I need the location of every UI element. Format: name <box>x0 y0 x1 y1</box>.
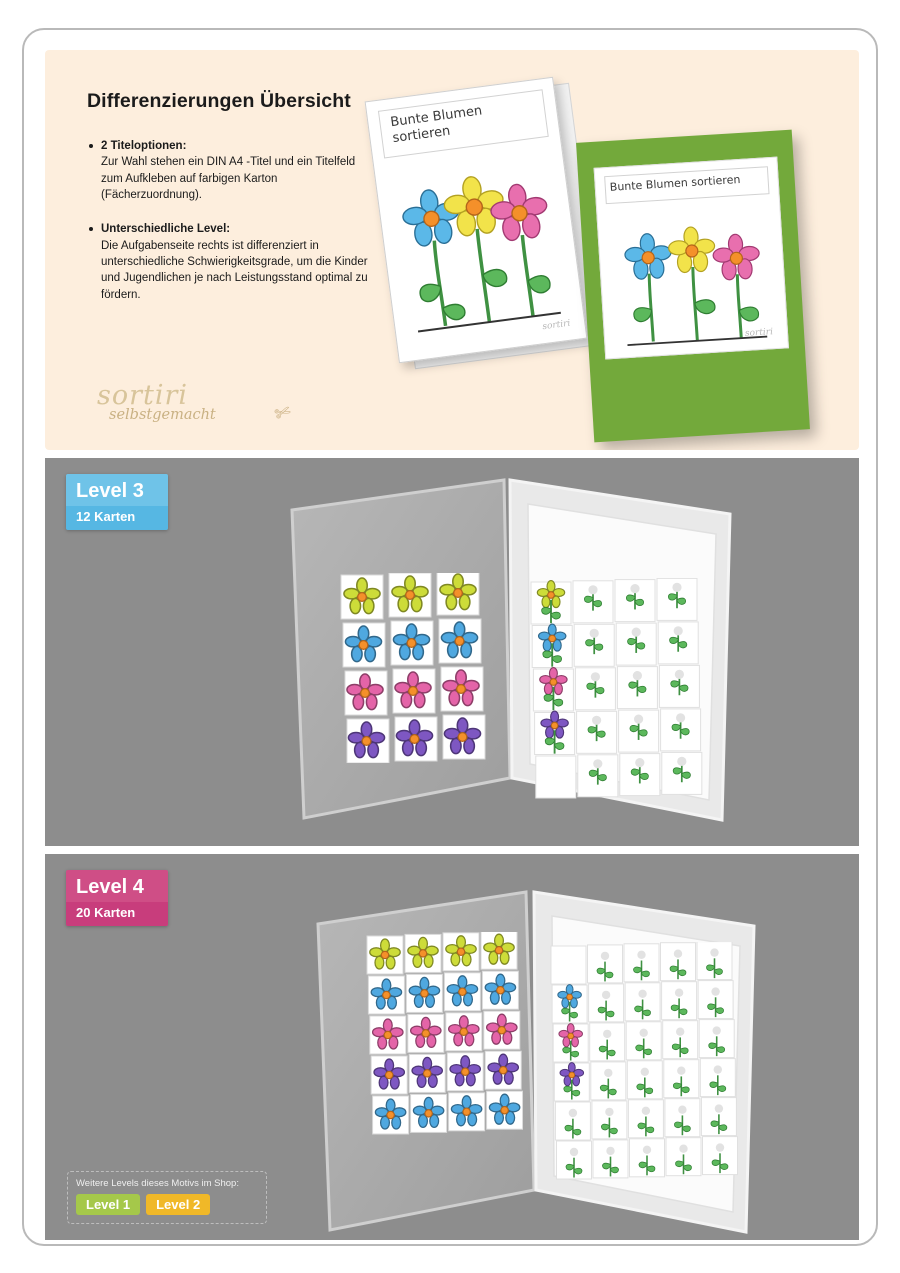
level-3-name: Level 3 <box>66 474 168 506</box>
booklet-footer-logo: sortiri <box>541 318 571 333</box>
booklet-a4 <box>365 77 588 364</box>
document-page <box>22 28 878 1246</box>
shop-info-box <box>67 1171 267 1224</box>
brand-tagline: selbstgemacht <box>109 407 216 423</box>
page-title: Differenzierungen Übersicht <box>87 90 351 112</box>
bullet-heading: 2 Titeloptionen: <box>101 140 187 152</box>
level-4-card-grid <box>363 932 513 1172</box>
level-3-badge <box>66 474 168 530</box>
booklet-title-line1: Bunte Blumen <box>389 103 484 131</box>
answer-cell <box>551 946 586 984</box>
brand-logo <box>97 380 295 446</box>
answer-cell <box>536 756 576 798</box>
overview-panel <box>45 50 859 450</box>
shop-badges <box>76 1194 258 1215</box>
level-4-cards: 20 Karten <box>66 902 168 926</box>
level-3-answer-grid <box>525 578 715 808</box>
level-3-card-grid <box>339 573 489 763</box>
level-4-name: Level 4 <box>66 870 168 902</box>
booklet-footer-logo: sortiri <box>744 327 774 340</box>
booklet-green <box>576 130 810 443</box>
level-3-cards: 12 Karten <box>66 506 168 530</box>
level-4-section <box>45 854 859 1240</box>
shop-badge-level-2[interactable]: Level 2 <box>146 1194 210 1215</box>
level-3-section <box>45 458 859 846</box>
scissors-icon: ✄ <box>271 400 295 427</box>
booklet-title-line2: sortieren <box>391 123 452 147</box>
level-4-badge <box>66 870 168 926</box>
level-4-answer-grid <box>545 942 745 1202</box>
bullet-heading: Unterschiedliche Level: <box>101 223 231 236</box>
booklet-green-title: Bunte Blumen sortieren <box>609 172 741 194</box>
bullet-text: Die Aufgabenseite rechts ist differenziert in unterschiedliche Schwierigkeitsgrade, um die Kinder und Jugendlichen je nach Leistungsstand optimal zu fördern. <box>101 239 368 301</box>
brand-name: sortiri <box>97 380 189 411</box>
shop-badge-level-1[interactable]: Level 1 <box>76 1194 140 1215</box>
shop-label: Weitere Levels dieses Motivs im Shop: <box>76 1178 239 1189</box>
bullet-text: Zur Wahl stehen ein DIN A4 -Titel und ein Titelfeld zum Aufkleben auf farbigen Karton (Fächerzuordnung). <box>101 156 356 201</box>
bullet-item <box>89 138 379 203</box>
booklet-green-inner <box>594 157 789 360</box>
bullet-item <box>89 221 379 303</box>
bullet-list <box>89 138 379 321</box>
